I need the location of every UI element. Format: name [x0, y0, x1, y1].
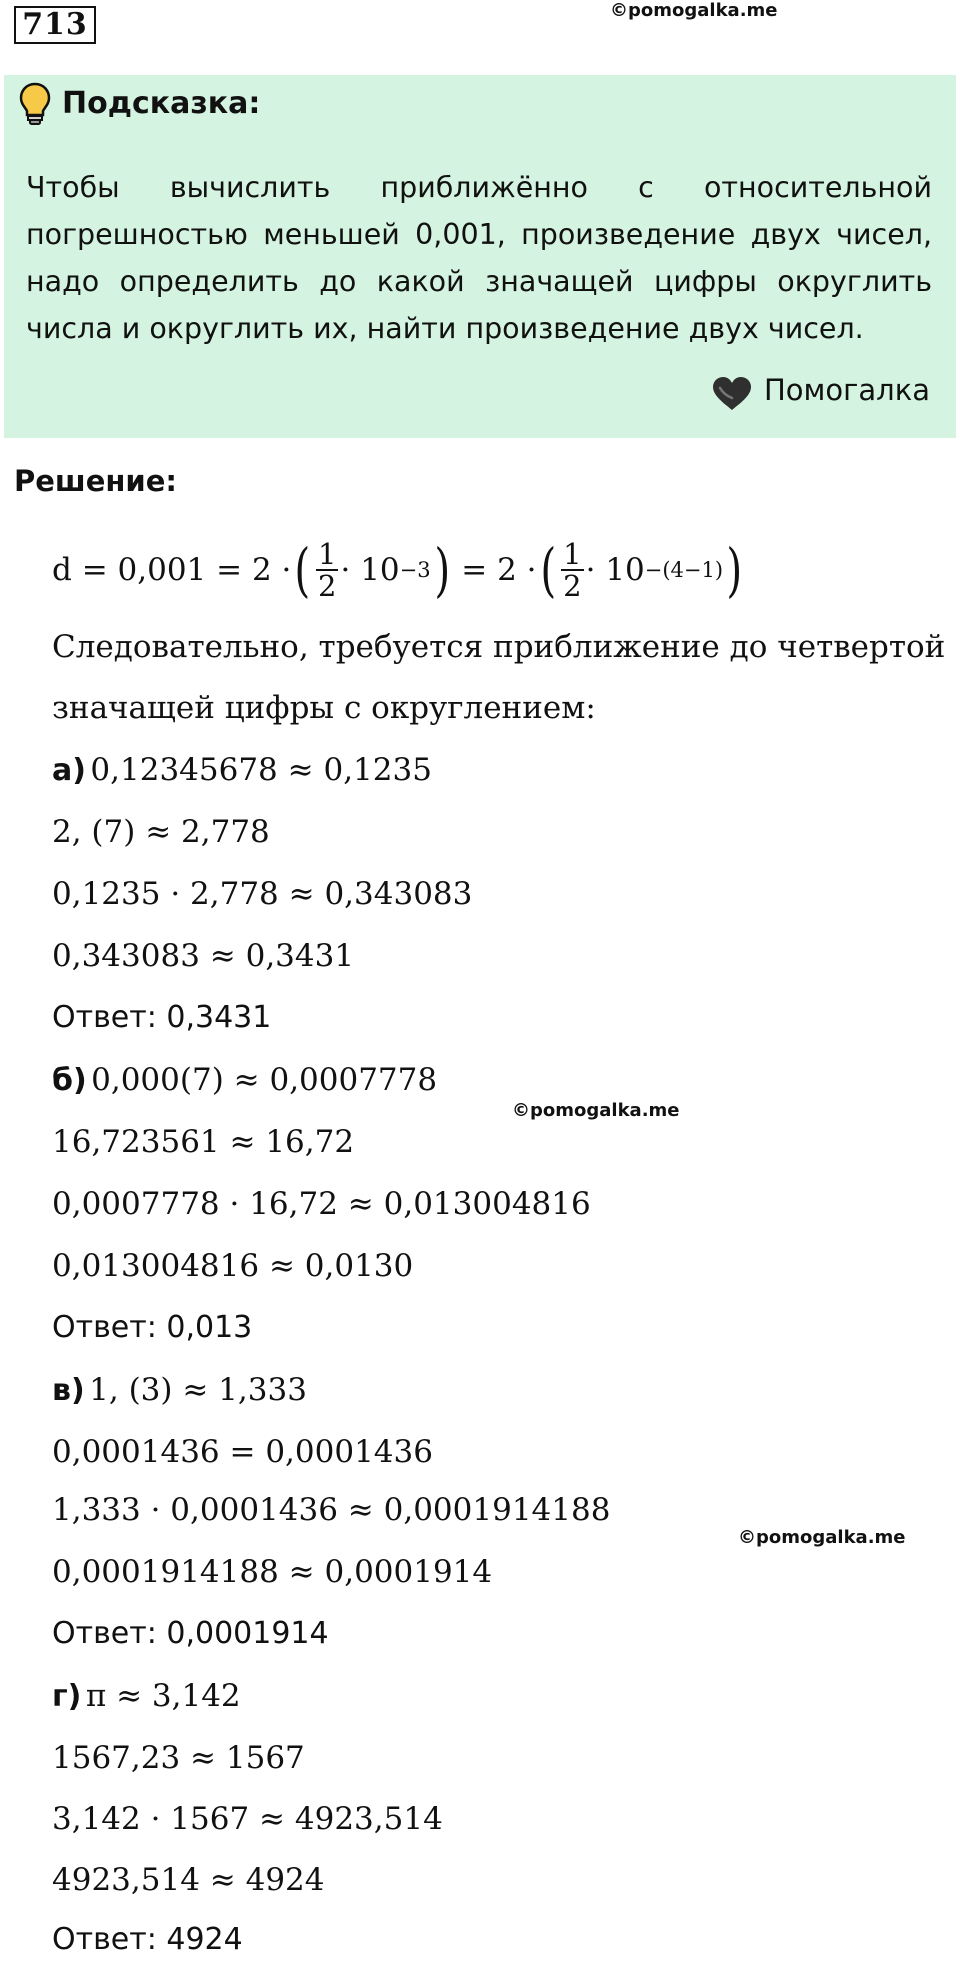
hint-text: Чтобы вычислить приближённо с относительной погрешностью меньшей 0,001, произведение двух чисел, надо определить до какой значащей цифры округлить числа и округлить их, найти произведение двух чисел.: [26, 171, 932, 345]
watermark: ©pomogalka.me: [610, 0, 778, 21]
part-a-first: а) 0,12345678 ≈ 0,1235: [52, 752, 432, 788]
part-g-first: г) π ≈ 3,142: [52, 1678, 241, 1714]
part-g-line: 4923,514 ≈ 4924: [52, 1862, 325, 1898]
fraction-half: $\frac{1}{2}$: [563, 537, 582, 603]
part-g-line: 1567,23 ≈ 1567: [52, 1740, 305, 1776]
brand-name: Помогалка: [764, 373, 930, 407]
watermark: ©pomogalka.me: [512, 1100, 680, 1121]
part-a-answer: Ответ: 0,3431: [52, 1000, 272, 1035]
conclusion-line-1: Следовательно, требуется приближение до четвертой: [52, 629, 946, 665]
part-v-answer: Ответ: 0,0001914: [52, 1616, 329, 1651]
hint-title: Подсказка:: [62, 86, 261, 121]
part-b-answer: Ответ: 0,013: [52, 1310, 253, 1345]
watermark: ©pomogalka.me: [738, 1527, 906, 1548]
part-a-line: 0,1235 · 2,778 ≈ 0,343083: [52, 876, 473, 912]
fraction-half: $\frac{1}{2}$: [318, 537, 337, 603]
formula-lhs: d = 0,001 = 2 ·: [52, 552, 292, 588]
part-a-line: 2, (7) ≈ 2,778: [52, 814, 270, 850]
part-a-line: 0,343083 ≈ 0,3431: [52, 938, 355, 974]
part-b-first: б) 0,000(7) ≈ 0,0007778: [52, 1062, 438, 1098]
part-g-line: 3,142 · 1567 ≈ 4923,514: [52, 1801, 443, 1837]
solution-title: Решение:: [14, 464, 178, 498]
part-v-first: в) 1, (3) ≈ 1,333: [52, 1372, 307, 1408]
part-g-answer: Ответ: 4924: [52, 1922, 243, 1957]
part-b-line: 16,723561 ≈ 16,72: [52, 1124, 355, 1160]
main-formula: d = 0,001 = 2 · ( $\frac{1}{2}$ · 10 −3 ) = 2 · ( $\frac{1}{2}$ · 10 −(4−1) ): [52, 536, 743, 604]
part-v-line: 0,0001914188 ≈ 0,0001914: [52, 1554, 493, 1590]
part-v-line: 0,0001436 = 0,0001436: [52, 1434, 433, 1470]
heart-icon: [711, 376, 753, 412]
lightbulb-icon: [18, 82, 52, 126]
part-b-line: 0,0007778 · 16,72 ≈ 0,013004816: [52, 1186, 591, 1222]
part-b-line: 0,013004816 ≈ 0,0130: [52, 1248, 414, 1284]
task-number: 713: [14, 6, 96, 44]
part-v-line: 1,333 · 0,0001436 ≈ 0,0001914188: [52, 1492, 611, 1528]
conclusion-line-2: значащей цифры с округлением:: [52, 690, 596, 726]
